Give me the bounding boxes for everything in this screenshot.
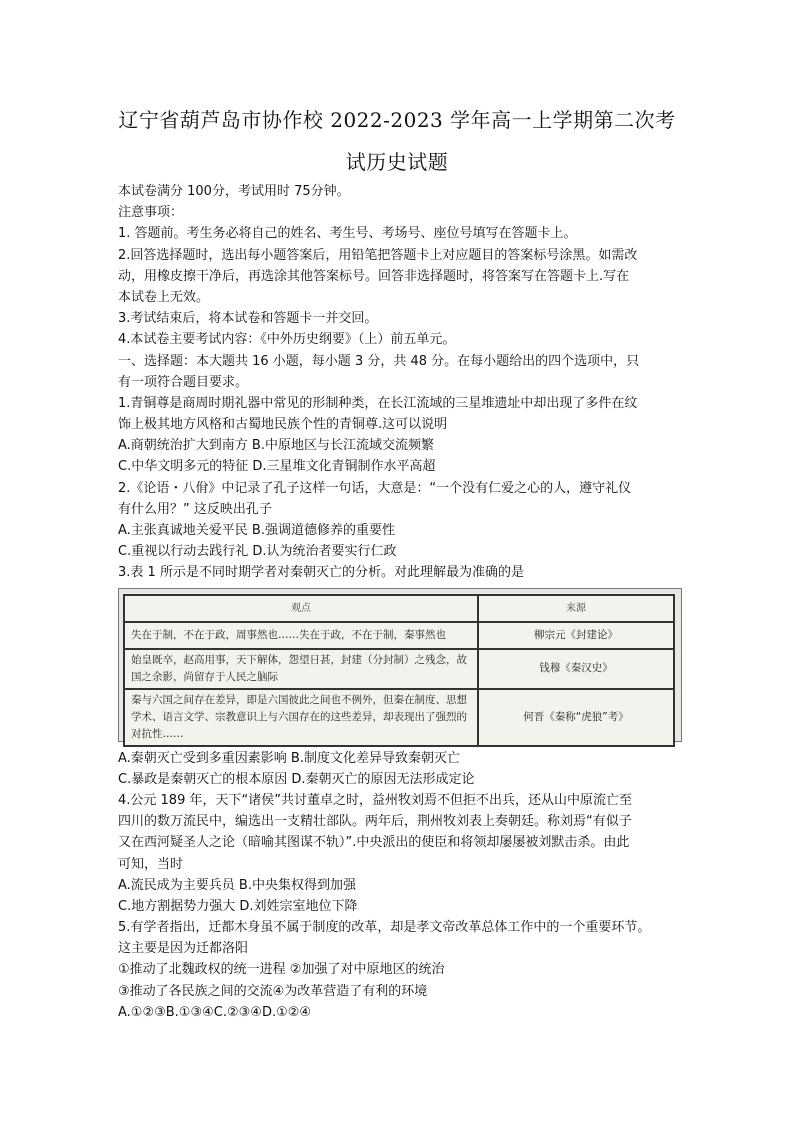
answer-options: C.地方割据势力强大 D.刘姓宗室地位下降: [118, 898, 358, 914]
table-cell-source: 何晋《秦称“虎狼”考》: [478, 689, 674, 746]
table-header-source: 来源: [478, 595, 674, 622]
answer-options: C.重视以行动去践行礼 D.认为统治者要实行仁政: [118, 544, 397, 560]
question-3-options: [118, 748, 682, 790]
table-row: [124, 649, 674, 689]
text-line: 可知，当时: [118, 856, 184, 872]
text-line: 4.公元 189 年，天下“诸侯”共讨董卓之时，益州牧刘焉不但拒不出兵，还从山中原流亡至: [118, 792, 632, 808]
answer-options: A.商朝统治扩大到南方 B.中原地区与长江流域交流频繁: [118, 438, 434, 454]
source-table: [123, 594, 675, 747]
text-line: 四川的数万流民中，编选出一支精壮部队。两年后，荆州牧刘表上奏朝廷。称刘焉“有似子: [118, 814, 632, 830]
answer-options: A.秦朝灭亡受到多重因素影响 B.制度文化差异导致秦朝灭亡: [118, 750, 460, 766]
answer-options: A.主张真诚地关爱平民 B.强调道德修养的重要性: [118, 523, 395, 538]
question-4: [118, 790, 682, 917]
text-line: 动，用橡皮擦干净后，再选涂其他答案标号。回答非选择题时，将答案写在答题卡上.写在: [118, 268, 630, 284]
text-line: 5.有学者指出，迁都木身虽不属于制度的改革，却是孝文帝改革总体工作中的一个重要环节。: [118, 920, 651, 936]
text-line: 2.《论语・八佾》中记录了孔子这样一句话，大意是：“一个没有仁爱之心的人，遵守礼仪: [118, 480, 632, 496]
answer-options: A.①②③B.①③④C.②③④D.①②④: [118, 1004, 312, 1020]
text-line: ③推动了各民族之间的交流④为改革营造了有利的环境: [118, 983, 428, 999]
question-5: [118, 917, 682, 1023]
answer-options: C.中华文明多元的特征 D.三星堆文化青铜制作水平高超: [118, 459, 436, 475]
exam-title-line2: 试历史试题: [345, 150, 449, 174]
table-cell-view: 秦与六国之间存在差异，即是六国彼此之间也不例外，但秦在制度、思想学术、语言文学、宗教意识上与六国存在的这些差异，却表现出了强烈的对抗性……: [124, 689, 478, 746]
answer-options: C.暴政是秦朝灭亡的根本原因 D.秦朝灭亡的原因无法形成定论: [118, 771, 475, 787]
text-line: 3.考试结束后，将本试卷和答题卡一并交回。: [118, 311, 378, 327]
text-line: 1. 答题前。考生务必将自己的姓名、考生号、考场号、座位号填写在答题卡上。: [118, 226, 577, 242]
question-3-stem: 3.表 1 所示是不同时期学者对秦朝灭亡的分析。对此理解最为准确的是: [118, 565, 524, 581]
exam-body: [118, 181, 682, 1023]
text-line: 4.本试卷主要考试内容：《中外历史纲要》（上）前五单元。: [118, 332, 456, 348]
table-row: [124, 689, 674, 746]
text-line: 本试卷上无效。: [118, 289, 210, 305]
exam-title-line1: 辽宁省葫芦岛市协作校 2022-2023 学年高一上学期第二次考: [118, 108, 676, 132]
table-cell-source: 钱穆《秦汉史》: [478, 649, 674, 689]
question-2: [118, 478, 682, 584]
exam-instructions: [118, 181, 682, 393]
text-line: 这主要是因为迁都洛阳: [118, 941, 249, 957]
text-line: 有什么用？” 这反映出孔子: [118, 501, 272, 517]
text-line: 本试卷满分 100分，考试用时 75分钟。: [118, 184, 350, 199]
text-line: 注意事项：: [118, 205, 184, 221]
table-header-row: [124, 595, 674, 622]
text-line: 2.回答选择题时，选出每小题答案后，用铅笔把答题卡上对应题目的答案标号涂黑。如需改: [118, 247, 638, 263]
table-row: [124, 622, 674, 649]
text-line: 一、选择题：本大题共 16 小题，每小题 3 分，共 48 分。在每小题给出的四个选项中，只: [118, 353, 640, 369]
text-line: 饰上极其地方风格和古蜀地民族个性的青铜尊.这可以说明: [118, 417, 448, 433]
text-line: 有一项符合题目要求。: [118, 374, 249, 390]
answer-options: A.流民成为主要兵员 B.中央集权得到加强: [118, 877, 356, 893]
text-line: 又在西河疑圣人之论（暗喻其图谋不轨）”.中央派出的使臣和将领却屡屡被刘默击杀。由此: [118, 835, 630, 851]
table-cell-view: 始皇既卒，赵高用事，天下解体，怨望日甚，封建（分封制）之残念，故国之余影，尚留存于人民之脑际: [124, 649, 478, 689]
table-1-image: [118, 588, 682, 742]
table-cell-view: 失在于制，不在于政，周事然也……失在于政，不在于制，秦事然也: [124, 622, 478, 649]
table-header-view: 观点: [124, 595, 478, 622]
question-1: [118, 393, 682, 478]
text-line: ①推动了北魏政权的统一进程 ②加强了对中原地区的统治: [118, 962, 445, 978]
table-cell-source: 柳宗元《封建论》: [478, 622, 674, 649]
text-line: 1.青铜尊是商周时期礼器中常见的形制种类，在长江流域的三星堆遗址中却出现了多件在纹: [118, 395, 638, 411]
